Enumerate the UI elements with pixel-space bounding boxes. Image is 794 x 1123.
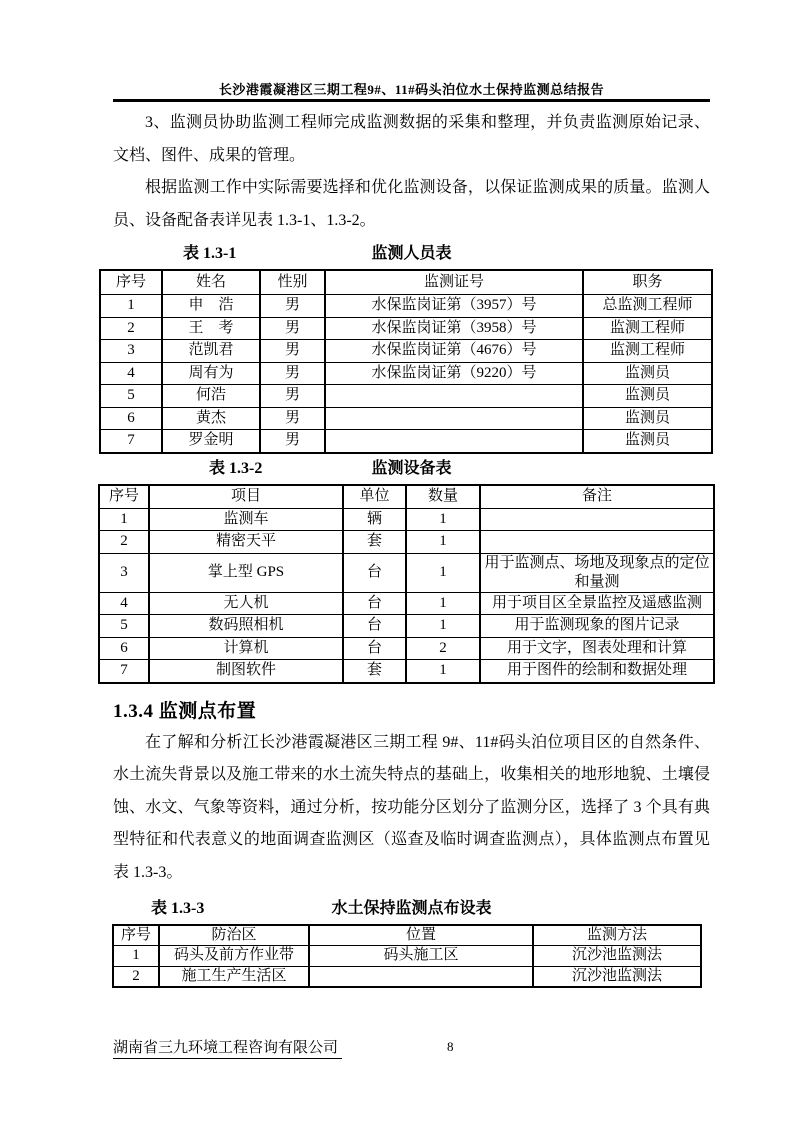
table-cell: 6 <box>99 637 149 660</box>
table-2-caption <box>113 456 710 482</box>
table-cell <box>325 430 583 453</box>
section-heading-1-3-4: 1.3.4 监测点布置 <box>113 700 257 722</box>
table-cell: 用于文字，图表处理和计算 <box>480 637 714 660</box>
paragraph-2: 根据监测工作中实际需要选择和优化监测设备，以保证监测成果的质量。监测人员、设备配备表详见表 1.3-1、1.3-2。 <box>113 179 710 229</box>
personnel-table <box>99 269 713 454</box>
table-cell: 男 <box>260 340 325 363</box>
table-row <box>99 592 714 615</box>
table-2-caption-label: 表 1.3-2 <box>209 459 263 477</box>
table-cell: 男 <box>260 385 325 408</box>
table-row <box>100 295 712 318</box>
table-header-row <box>99 485 714 509</box>
table-cell: 监测车 <box>149 508 343 531</box>
table-cell: 用于监测点、场地及现象点的定位和量测 <box>480 553 714 592</box>
table-row <box>100 362 712 385</box>
footer-company-name: 湖南省三九环境工程咨询有限公司 <box>113 1036 342 1059</box>
table-header-row <box>100 270 712 295</box>
column-header: 位置 <box>309 925 533 946</box>
table-row <box>100 340 712 363</box>
page-content <box>108 107 710 988</box>
table-cell: 码头施工区 <box>309 946 533 967</box>
table-cell: 2 <box>406 637 480 660</box>
column-header: 职务 <box>583 270 712 295</box>
paragraph-3: 在了解和分析江长沙港霞凝港区三期工程 9#、11#码头泊位项目区的自然条件、水土流失背景以及施工带来的水土流失特点的基础上，收集相关的地形地貌、土壤侵蚀、水文、气象等资料，通过分析，按功能分区划分了监测分区，选择了 3 个具有典型特征和代表意义的地面调查监测区（巡查及临时调查监测点），具体监测点布置见表 1.3-3。 <box>113 733 710 881</box>
table-cell: 精密天平 <box>149 531 343 554</box>
table-cell: 1 <box>406 592 480 615</box>
equipment-table <box>98 484 715 684</box>
table-cell: 1 <box>406 531 480 554</box>
table-1-caption-title: 监测人员表 <box>371 245 452 262</box>
table-cell: 1 <box>100 295 162 318</box>
table-cell: 5 <box>100 385 162 408</box>
table-cell: 沉沙池监测法 <box>533 966 701 987</box>
column-header: 序号 <box>113 925 159 946</box>
monitoring-points-table <box>112 924 702 988</box>
table-3-caption-title: 水土保持监测点布设表 <box>331 900 492 917</box>
table-cell: 无人机 <box>149 592 343 615</box>
column-header: 备注 <box>480 485 714 509</box>
table-cell: 2 <box>100 317 162 340</box>
table-cell: 周有为 <box>162 362 260 385</box>
table-cell <box>325 407 583 430</box>
table-cell: 辆 <box>343 508 406 531</box>
table-2-caption-title: 监测设备表 <box>371 459 452 477</box>
table-cell: 监测工程师 <box>583 340 712 363</box>
column-header: 单位 <box>343 485 406 509</box>
table-row <box>113 966 701 987</box>
table-cell: 王 考 <box>162 317 260 340</box>
table-row <box>99 660 714 683</box>
column-header: 监测证号 <box>325 270 583 295</box>
footer-page-number: 8 <box>447 1039 454 1054</box>
column-header: 性别 <box>260 270 325 295</box>
table-cell: 套 <box>343 531 406 554</box>
table-cell: 监测员 <box>583 385 712 408</box>
table-cell: 施工生产生活区 <box>159 966 309 987</box>
table-cell: 5 <box>99 615 149 638</box>
table-cell: 水保监岗证第（4676）号 <box>325 340 583 363</box>
table-row <box>100 385 712 408</box>
table-cell: 台 <box>343 592 406 615</box>
table-cell: 男 <box>260 317 325 340</box>
table-cell: 1 <box>406 660 480 683</box>
table-row <box>113 946 701 967</box>
table-cell: 4 <box>100 362 162 385</box>
header-rule <box>113 99 710 102</box>
table-cell: 沉沙池监测法 <box>533 946 701 967</box>
table-cell: 用于项目区全景监控及遥感监测 <box>480 592 714 615</box>
table-cell: 1 <box>113 946 159 967</box>
table-cell: 套 <box>343 660 406 683</box>
table-cell: 水保监岗证第（3958）号 <box>325 317 583 340</box>
table-cell: 水保监岗证第（9220）号 <box>325 362 583 385</box>
table-row <box>99 553 714 592</box>
table-row <box>99 615 714 638</box>
table-row <box>99 531 714 554</box>
table-cell: 1 <box>99 508 149 531</box>
table-cell <box>325 385 583 408</box>
column-header: 项目 <box>149 485 343 509</box>
table-cell: 3 <box>99 553 149 592</box>
table-cell <box>480 531 714 554</box>
table-cell <box>309 966 533 987</box>
column-header: 防治区 <box>159 925 309 946</box>
table-cell: 男 <box>260 430 325 453</box>
table-cell: 男 <box>260 362 325 385</box>
table-cell: 2 <box>113 966 159 987</box>
table-cell: 1 <box>406 553 480 592</box>
table-cell: 何浩 <box>162 385 260 408</box>
table-cell: 制图软件 <box>149 660 343 683</box>
table-cell: 码头及前方作业带 <box>159 946 309 967</box>
table-cell: 台 <box>343 553 406 592</box>
table-cell <box>480 508 714 531</box>
table-cell: 总监测工程师 <box>583 295 712 318</box>
table-cell: 用于监测现象的图片记录 <box>480 615 714 638</box>
table-cell: 台 <box>343 637 406 660</box>
table-cell: 监测员 <box>583 407 712 430</box>
table-cell: 黄杰 <box>162 407 260 430</box>
table-cell: 3 <box>100 340 162 363</box>
table-3-caption <box>113 896 710 922</box>
table-cell: 4 <box>99 592 149 615</box>
table-cell: 计算机 <box>149 637 343 660</box>
table-cell: 台 <box>343 615 406 638</box>
table-row <box>100 430 712 453</box>
page-header-title: 长沙港霞凝港区三期工程9#、11#码头泊位水土保持监测总结报告 <box>218 82 605 97</box>
column-header: 序号 <box>100 270 162 295</box>
table-cell: 监测员 <box>583 362 712 385</box>
table-cell: 1 <box>406 508 480 531</box>
table-cell: 1 <box>406 615 480 638</box>
table-1-caption-label: 表 1.3-1 <box>183 245 237 262</box>
table-cell: 用于图件的绘制和数据处理 <box>480 660 714 683</box>
table-3-caption-label: 表 1.3-3 <box>151 900 205 917</box>
table-cell: 监测员 <box>583 430 712 453</box>
column-header: 监测方法 <box>533 925 701 946</box>
table-row <box>100 407 712 430</box>
table-cell: 7 <box>100 430 162 453</box>
table-1-caption <box>113 241 710 267</box>
table-header-row <box>113 925 701 946</box>
table-cell: 监测工程师 <box>583 317 712 340</box>
paragraph-1: 3、监测员协助监测工程师完成监测数据的采集和整理，并负责监测原始记录、文档、图件、成果的管理。 <box>113 114 710 164</box>
table-cell: 水保监岗证第（3957）号 <box>325 295 583 318</box>
column-header: 姓名 <box>162 270 260 295</box>
table-row <box>99 637 714 660</box>
table-cell: 男 <box>260 407 325 430</box>
table-cell: 男 <box>260 295 325 318</box>
table-row <box>99 508 714 531</box>
table-cell: 数码照相机 <box>149 615 343 638</box>
column-header: 序号 <box>99 485 149 509</box>
table-cell: 2 <box>99 531 149 554</box>
table-cell: 范凯君 <box>162 340 260 363</box>
table-cell: 罗金明 <box>162 430 260 453</box>
table-row <box>100 317 712 340</box>
table-cell: 申 浩 <box>162 295 260 318</box>
table-cell: 6 <box>100 407 162 430</box>
table-cell: 7 <box>99 660 149 683</box>
table-cell: 掌上型 GPS <box>149 553 343 592</box>
column-header: 数量 <box>406 485 480 509</box>
